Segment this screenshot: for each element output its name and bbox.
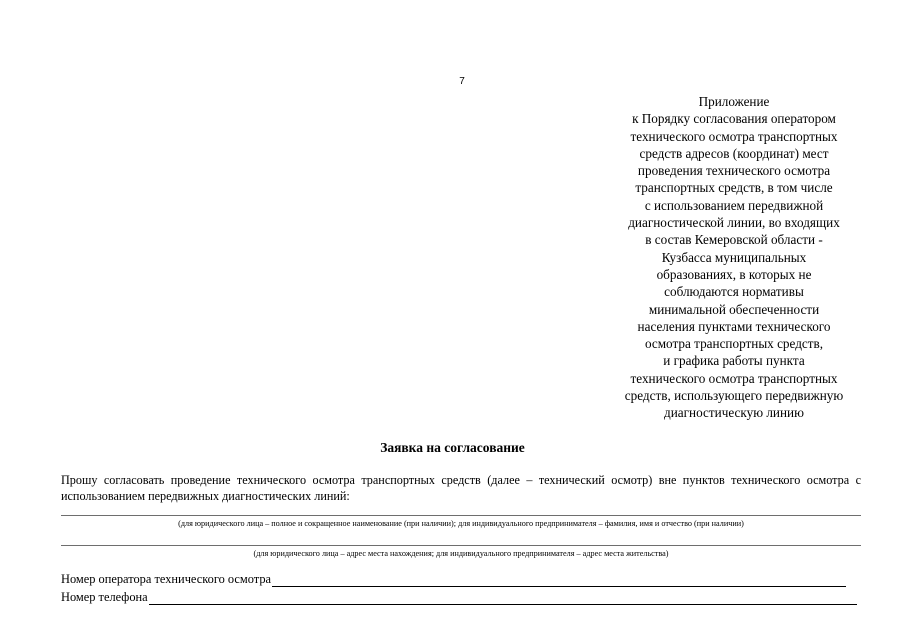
appendix-line: осмотра транспортных средств, — [644, 336, 824, 352]
applicant-name-caption: (для юридического лица – полное и сокращенное наименование (при наличии); для индивидуального предпринимателя – фамилия, имя и отчество (при наличии) — [178, 519, 744, 528]
appendix-line: проведения технического осмотра — [637, 163, 831, 179]
appendix-line: минимальной обеспеченности — [648, 301, 820, 317]
appendix-line: в состав Кемеровской области - — [645, 232, 823, 248]
applicant-address-line[interactable] — [61, 545, 861, 546]
appendix-line: технического осмотра транспортных — [630, 128, 838, 144]
appendix-line: Кузбасса муниципальных — [661, 249, 807, 265]
appendix-line: диагностической линии, во входящих — [628, 215, 840, 231]
appendix-line: и графика работы пункта — [663, 353, 805, 369]
appendix-line: средств адресов (координат) мест — [639, 145, 829, 161]
operator-number-field — [61, 571, 846, 587]
appendix-line: диагностическую линию — [664, 405, 804, 421]
operator-number-input-line[interactable] — [272, 574, 846, 587]
appendix-line: образованиях, в которых не — [656, 266, 812, 282]
appendix-line: средств, использующего передвижную — [624, 388, 844, 404]
phone-label: Номер телефона — [61, 590, 148, 604]
appendix-line: Приложение — [698, 94, 770, 109]
appendix-line: технического осмотра транспортных — [630, 370, 838, 386]
page-number: 7 — [459, 76, 465, 87]
document-title: Заявка на согласование — [380, 440, 525, 455]
operator-number-label: Номер оператора технического осмотра — [61, 572, 272, 586]
appendix-line: соблюдаются нормативы — [664, 284, 804, 300]
appendix-line: транспортных средств, в том числе — [635, 180, 833, 196]
appendix-line: с использованием передвижной — [644, 197, 824, 213]
phone-field — [61, 589, 857, 605]
appendix-line: населения пунктами технического — [637, 318, 831, 334]
request-text: Прошу согласовать проведение технического осмотра транспортных средств (далее – технический осмотр) вне пунктов технического осмотра с использованием передвижных диагностических линий: — [61, 473, 861, 503]
appendix-block — [600, 93, 868, 422]
applicant-address-caption: (для юридического лица – адрес места нахождения; для индивидуального предпринимателя – адрес места жительства) — [253, 549, 669, 558]
phone-input-line[interactable] — [149, 592, 857, 605]
applicant-name-line[interactable] — [61, 515, 861, 516]
appendix-line: к Порядку согласования оператором — [632, 111, 836, 127]
